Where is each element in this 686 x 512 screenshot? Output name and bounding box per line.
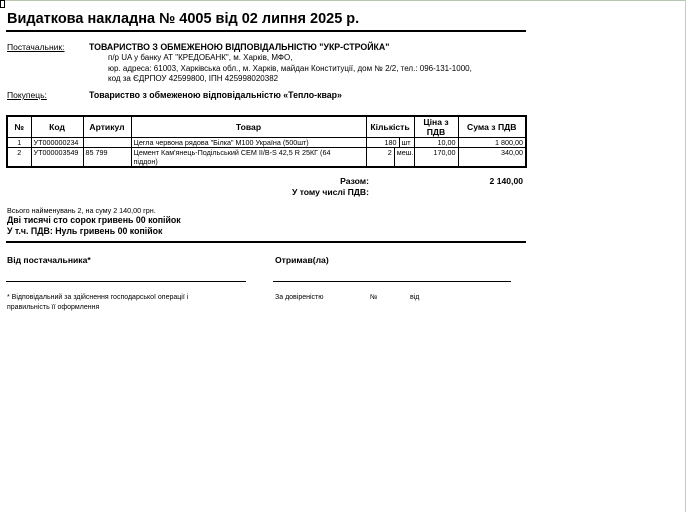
total-label: Разом: [340, 176, 369, 186]
supplier-codes-line: код за ЄДРПОУ 42599800, ІПН 425998020382 [108, 74, 279, 83]
col-header-price [414, 116, 458, 138]
row-qty-cell [366, 138, 414, 148]
table-row [7, 148, 526, 168]
table-header-row [7, 116, 526, 138]
document-title: Видаткова накладна № 4005 від 02 липня 2025 р. [7, 11, 360, 27]
proxy-label: За довіреністю [275, 294, 324, 301]
window-top-border [0, 0, 686, 1]
row-article: 85 799 [83, 148, 131, 168]
footnote-line2: правильність її оформлення [7, 304, 100, 311]
col-header-product: Товар [131, 116, 366, 138]
supplier-signature-line [6, 281, 246, 282]
row-sum: 340,00 [458, 148, 526, 168]
total-in-words: Дві тисячі сто сорок гривень 00 копійок [7, 215, 181, 225]
row-price: 170,00 [414, 148, 458, 168]
row-article [83, 138, 131, 148]
vat-label: У тому числі ПДВ: [291, 187, 369, 197]
items-count-line: Всього найменувань 2, на суму 2 140,00 грн. [7, 206, 156, 215]
title-divider [6, 30, 526, 32]
col-header-sum: Сума з ПДВ [458, 116, 526, 138]
buyer-name: Товариство з обмеженою відповідальністю «Тепло-квар» [89, 90, 342, 100]
col-header-price-line1: Ціна з [423, 117, 449, 127]
row-product [131, 148, 366, 168]
col-header-article: Артикул [83, 116, 131, 138]
footnote [7, 293, 247, 313]
row-product-line1: Цемент Кам'янець-Подільський CEM II/B-S 42,5 R 25КГ (64 [133, 148, 331, 157]
proxy-number-label: № [370, 294, 378, 301]
row-code: УТ000003549 [31, 148, 83, 168]
row-sum: 1 800,00 [458, 138, 526, 148]
window-corner-marker [0, 0, 5, 8]
table-row [7, 138, 526, 148]
row-unit: шт [401, 138, 411, 147]
buyer-label: Покупець: [7, 90, 47, 100]
row-product-line1: Цегла червона рядова "Білка" М100 Україна (500шт) [133, 138, 309, 147]
receiver-signature-line [273, 281, 511, 282]
row-code: УТ000000234 [31, 138, 83, 148]
row-qty: 180 [367, 138, 400, 147]
col-header-qty: Кількість [366, 116, 414, 138]
total-value: 2 140,00 [489, 176, 523, 186]
vat-in-words: У т.ч. ПДВ: Нуль гривень 00 копійок [7, 226, 163, 236]
supplier-signature-label: Від постачальника* [7, 255, 91, 265]
supplier-name: ТОВАРИСТВО З ОБМЕЖЕНОЮ ВІДПОВІДАЛЬНІСТЮ "УКР-СТРОЙКА" [89, 42, 390, 52]
row-qty-cell [366, 148, 414, 168]
col-header-code: Код [31, 116, 83, 138]
row-num: 1 [7, 138, 31, 148]
supplier-label: Постачальник: [7, 42, 65, 52]
items-table [6, 115, 527, 168]
supplier-address-line: юр. адреса: 61003, Харківська обл., м. Харків, майдан Конституції, дом № 2/2, тел.: 096-131-1000, [108, 64, 472, 73]
row-num: 2 [7, 148, 31, 168]
receiver-signature-label: Отримав(ла) [275, 255, 329, 265]
supplier-bank-line: п/р UA у банку АТ "КРЕДОБАНК", м. Харків, МФО, [108, 53, 293, 62]
row-price: 10,00 [414, 138, 458, 148]
row-product-line2: піддон) [133, 157, 158, 166]
footnote-line1: * Відповідальний за здійснення господарської операції і [7, 294, 189, 301]
row-product [131, 138, 366, 148]
proxy-date-label: від [410, 294, 420, 301]
col-header-price-line2: ПДВ [426, 127, 446, 137]
row-qty: 2 [367, 148, 395, 166]
col-header-num: № [7, 116, 31, 138]
row-unit: меш. [396, 148, 414, 157]
summary-divider [6, 241, 526, 243]
